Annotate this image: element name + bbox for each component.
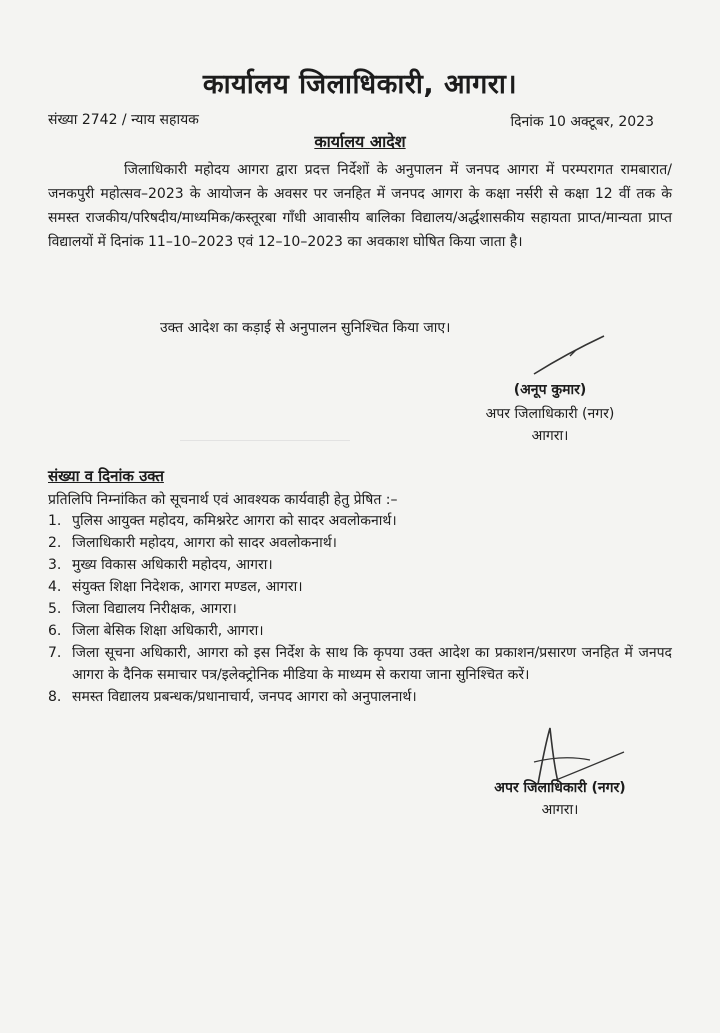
order-date: दिनांक 10 अक्टूबर, 2023: [510, 114, 654, 130]
list-item-number: 7.: [48, 645, 62, 661]
list-item: [48, 686, 672, 708]
list-item: [48, 620, 672, 642]
list-item-number: 6.: [48, 623, 62, 639]
list-item-text: जिला बेसिक शिक्षा अधिकारी, आगरा।: [72, 623, 264, 639]
list-item-number: 8.: [48, 689, 62, 705]
list-item-text: मुख्य विकास अधिकारी महोदय, आगरा।: [72, 557, 273, 573]
office-title: कार्यालय जिलाधिकारी, आगरा।: [202, 69, 518, 100]
list-item-number: 4.: [48, 579, 62, 595]
reference-number: संख्या 2742 / न्याय सहायक: [48, 112, 199, 128]
signatory-place: आगरा।: [531, 428, 569, 444]
signatory-name: (अनूप कुमार): [513, 382, 587, 398]
list-item: [48, 642, 672, 686]
bottom-signatory-place: आगरा।: [541, 802, 579, 818]
list-item-text: समस्त विद्यालय प्रबन्धक/प्रधानाचार्य, जनपद आगरा को अनुपालनार्थ।: [72, 689, 417, 705]
list-item: [48, 532, 672, 554]
list-item-number: 5.: [48, 601, 62, 617]
list-item: [48, 554, 672, 576]
distribution-heading: संख्या व दिनांक उक्त: [48, 467, 164, 485]
distribution-list: [48, 510, 672, 708]
list-item-number: 1.: [48, 513, 62, 529]
list-item-text: जिलाधिकारी महोदय, आगरा को सादर अवलोकनार्थ।: [72, 535, 337, 551]
list-item-number: 3.: [48, 557, 62, 573]
list-item-text: जिला विद्यालय निरीक्षक, आगरा।: [72, 601, 237, 617]
list-item-text: जिला सूचना अधिकारी, आगरा को इस निर्देश के साथ कि कृपया उक्त आदेश का प्रकाशन/प्रसारण जनहित में जनपद आगरा के दैनिक समाचार पत्र/इलेक्ट्रोनिक मीडिया के माध्यम से कराया जाना सुनिश्चित करें।: [72, 645, 672, 683]
order-paragraph-main: जिलाधिकारी महोदय आगरा द्वारा प्रदत्त निर्देशों के अनुपालन में जनपद आगरा में परम्परागत रामबारात/जनकपुरी महोत्सव–2023 के आयोजन के अवसर पर जनहित में जनपद आगरा के कक्षा नर्सरी से कक्षा 12 वीं तक के समस्त राजकीय/परिषदीय/माध्यमिक/कस्तूरबा गाँधी आवासीय बालिका विद्यालय/अर्द्धशासकीय सहायता प्राप्त/मान्यता प्राप्त विद्यालयों में दिनांक 11–10–2023 एवं 12–10–2023 का अवकाश घोषित किया जाता है।: [48, 162, 672, 250]
list-item: [48, 576, 672, 598]
list-item: [48, 598, 672, 620]
list-item-number: 2.: [48, 535, 62, 551]
list-item-text: पुलिस आयुक्त महोदय, कमिश्नरेट आगरा को सादर अवलोकनार्थ।: [72, 513, 397, 529]
list-item: [48, 510, 672, 532]
distribution-intro: प्रतिलिपि निम्नांकित को सूचनार्थ एवं आवश्यक कार्यवाही हेतु प्रेषित :–: [48, 492, 398, 508]
list-item-text: संयुक्त शिक्षा निदेशक, आगरा मण्डल, आगरा।: [72, 579, 303, 595]
order-paragraph-compliance: उक्त आदेश का कड़ाई से अनुपालन सुनिश्चित किया जाए।: [160, 320, 451, 336]
signature-mark-top: [530, 330, 610, 380]
order-heading: कार्यालय आदेश: [314, 132, 406, 151]
signatory-designation: अपर जिलाधिकारी (नगर): [485, 406, 615, 422]
divider: [180, 440, 350, 441]
bottom-signatory-designation: अपर जिलाधिकारी (नगर): [494, 780, 626, 796]
